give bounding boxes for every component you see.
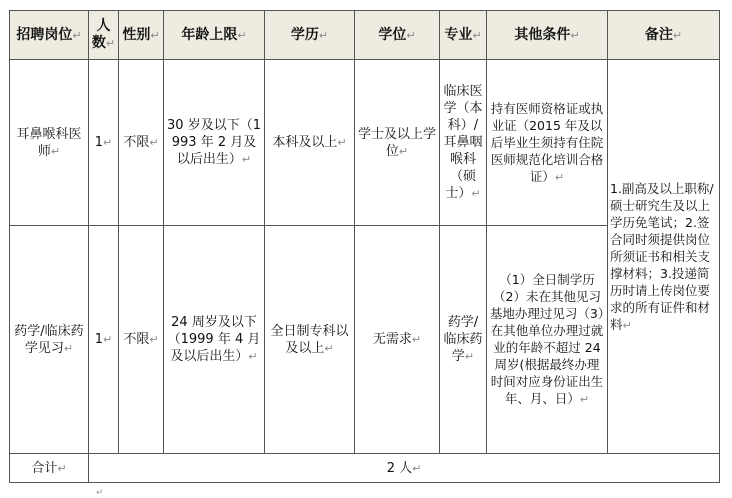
paragraph-mark: ↵ bbox=[96, 488, 104, 498]
recruitment-table bbox=[9, 10, 720, 483]
cell-position: 耳鼻喉科医师↵ bbox=[10, 60, 89, 226]
cell-major: 临床医学（本科）/耳鼻咽喉科（硕士）↵ bbox=[440, 60, 487, 226]
header-row bbox=[10, 11, 720, 60]
cell-gender: 不限↵ bbox=[119, 60, 164, 226]
cell-major: 药学/临床药学↵ bbox=[440, 226, 487, 454]
cell-age: 30 岁及以下（1993 年 2 月及以后出生）↵ bbox=[164, 60, 265, 226]
total-label: 合计↵ bbox=[10, 454, 89, 483]
cell-age: 24 周岁及以下（1999 年 4 月及以后出生）↵ bbox=[164, 226, 265, 454]
cell-gender: 不限↵ bbox=[119, 226, 164, 454]
header-education: 学历↵ bbox=[265, 11, 355, 60]
cell-position: 药学/临床药学见习↵ bbox=[10, 226, 89, 454]
header-position: 招聘岗位↵ bbox=[10, 11, 89, 60]
header-remark: 备注↵ bbox=[608, 11, 720, 60]
header-count: 人数↵ bbox=[89, 11, 119, 60]
header-major: 专业↵ bbox=[440, 11, 487, 60]
total-value: 2 人↵ bbox=[89, 454, 720, 483]
cell-education: 本科及以上↵ bbox=[265, 60, 355, 226]
total-row bbox=[10, 454, 720, 483]
recruitment-table-wrapper bbox=[9, 10, 720, 483]
header-age: 年龄上限↵ bbox=[164, 11, 265, 60]
header-gender: 性别↵ bbox=[119, 11, 164, 60]
cell-degree: 学士及以上学位↵ bbox=[355, 60, 440, 226]
cell-education: 全日制专科以及以上↵ bbox=[265, 226, 355, 454]
cell-count: 1↵ bbox=[89, 226, 119, 454]
header-other: 其他条件↵ bbox=[487, 11, 608, 60]
table-row bbox=[10, 60, 720, 226]
cell-other: （1）全日制学历（2）未在其他见习基地办理过见习（3）在其他单位办理过就业的年龄不超过 24 周岁(根据最终办理时间对应身份证出生年、月、日）↵ bbox=[487, 226, 608, 454]
cell-remark: 1.副高及以上职称/硕士研究生及以上学历免笔试；2.签合同时须提供岗位所须证书和相关支撑材料；3.投递简历时请上传岗位要求的所有证件和材料↵ bbox=[608, 60, 720, 454]
header-degree: 学位↵ bbox=[355, 11, 440, 60]
cell-count: 1↵ bbox=[89, 60, 119, 226]
cell-degree: 无需求↵ bbox=[355, 226, 440, 454]
cell-other: 持有医师资格证或执业证（2015 年及以后毕业生须持有住院医师规范化培训合格证）↵ bbox=[487, 60, 608, 226]
